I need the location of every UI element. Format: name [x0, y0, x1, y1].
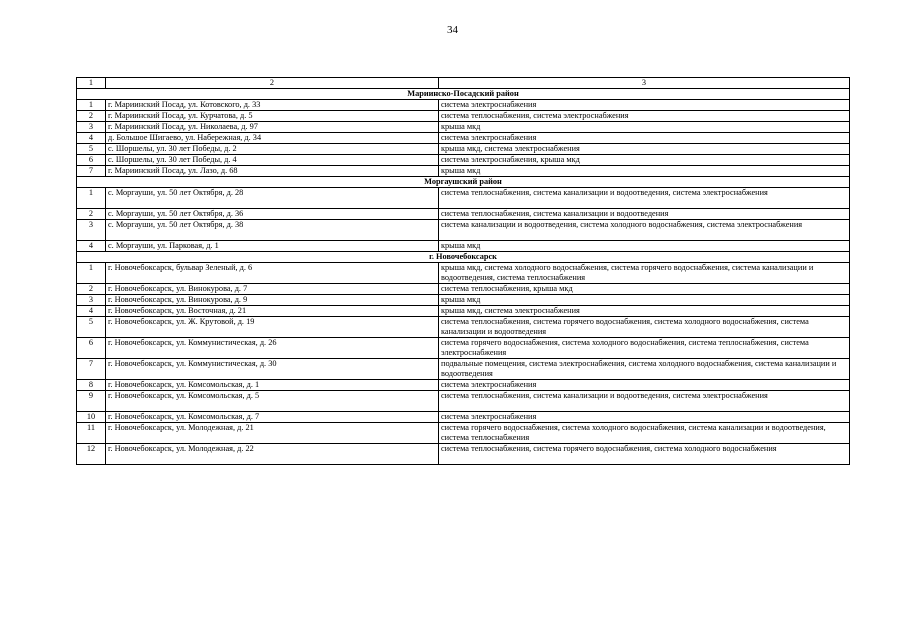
row-number-cell: 7 [77, 359, 106, 380]
table-row [77, 306, 850, 317]
column-number-header: 1 [77, 78, 106, 89]
table-row [77, 188, 850, 209]
address-cell: г. Новочебоксарск, ул. Винокурова, д. 7 [106, 284, 439, 295]
section-title: Мариинско-Посадский район [77, 89, 850, 100]
address-cell: г. Новочебоксарск, ул. Комсомольская, д. 1 [106, 380, 439, 391]
table-row [77, 359, 850, 380]
address-cell: г. Новочебоксарск, ул. Молодежная, д. 22 [106, 444, 439, 465]
systems-cell: система электроснабжения, крыша мкд [439, 155, 850, 166]
table-row [77, 263, 850, 284]
address-cell: г. Новочебоксарск, ул. Винокурова, д. 9 [106, 295, 439, 306]
row-number-cell: 12 [77, 444, 106, 465]
housing-repair-table [76, 77, 850, 465]
table-row [77, 209, 850, 220]
address-cell: с. Шоршелы, ул. 30 лет Победы, д. 4 [106, 155, 439, 166]
row-number-cell: 1 [77, 263, 106, 284]
address-cell: г. Новочебоксарск, ул. Молодежная, д. 21 [106, 423, 439, 444]
systems-cell: система электроснабжения [439, 133, 850, 144]
systems-cell: система электроснабжения [439, 100, 850, 111]
section-header-row [77, 252, 850, 263]
row-number-cell: 3 [77, 295, 106, 306]
table-row [77, 155, 850, 166]
row-number-cell: 5 [77, 317, 106, 338]
systems-cell: крыша мкд [439, 295, 850, 306]
row-number-cell: 1 [77, 100, 106, 111]
table-row [77, 166, 850, 177]
systems-cell: система горячего водоснабжения, система холодного водоснабжения, система теплоснабжения, система электроснабжения [439, 338, 850, 359]
systems-cell: система теплоснабжения, система канализации и водоотведения [439, 209, 850, 220]
row-number-cell: 2 [77, 284, 106, 295]
row-number-cell: 4 [77, 241, 106, 252]
row-number-cell: 8 [77, 380, 106, 391]
column-number-row [77, 78, 850, 89]
table-row [77, 220, 850, 241]
systems-cell: крыша мкд [439, 166, 850, 177]
systems-cell: система горячего водоснабжения, система холодного водоснабжения, система канализации и водоотведения, система теплоснабжения [439, 423, 850, 444]
address-cell: г. Новочебоксарск, ул. Комсомольская, д. 5 [106, 391, 439, 412]
systems-cell: система теплоснабжения, система канализации и водоотведения, система электроснабжения [439, 391, 850, 412]
address-cell: с. Моргауши, ул. Парковая, д. 1 [106, 241, 439, 252]
table-row [77, 423, 850, 444]
address-cell: г. Новочебоксарск, ул. Восточная, д. 21 [106, 306, 439, 317]
row-number-cell: 2 [77, 111, 106, 122]
table-row [77, 338, 850, 359]
row-number-cell: 2 [77, 209, 106, 220]
systems-cell: система теплоснабжения, система электроснабжения [439, 111, 850, 122]
row-number-cell: 3 [77, 220, 106, 241]
address-cell: с. Моргауши, ул. 50 лет Октября, д. 36 [106, 209, 439, 220]
address-cell: с. Моргауши, ул. 50 лет Октября, д. 38 [106, 220, 439, 241]
table-row [77, 111, 850, 122]
systems-cell: система теплоснабжения, система канализации и водоотведения, система электроснабжения [439, 188, 850, 209]
row-number-cell: 4 [77, 133, 106, 144]
column-number-header: 2 [106, 78, 439, 89]
row-number-cell: 11 [77, 423, 106, 444]
row-number-cell: 5 [77, 144, 106, 155]
address-cell: с. Шоршелы, ул. 30 лет Победы, д. 2 [106, 144, 439, 155]
table-row [77, 295, 850, 306]
page-number: 34 [447, 24, 458, 36]
table-row [77, 380, 850, 391]
row-number-cell: 9 [77, 391, 106, 412]
table-row [77, 100, 850, 111]
systems-cell: крыша мкд, система электроснабжения [439, 306, 850, 317]
section-header-row [77, 177, 850, 188]
section-title: г. Новочебоксарск [77, 252, 850, 263]
table-row [77, 122, 850, 133]
table-row [77, 444, 850, 465]
table-row [77, 133, 850, 144]
row-number-cell: 3 [77, 122, 106, 133]
systems-cell: система теплоснабжения, крыша мкд [439, 284, 850, 295]
address-cell: г. Новочебоксарск, ул. Коммунистическая, д. 30 [106, 359, 439, 380]
systems-cell: подвальные помещения, система электроснабжения, система холодного водоснабжения, система канализации и водоотведения [439, 359, 850, 380]
row-number-cell: 6 [77, 155, 106, 166]
systems-cell: система теплоснабжения, система горячего водоснабжения, система холодного водоснабжения [439, 444, 850, 465]
row-number-cell: 10 [77, 412, 106, 423]
address-cell: г. Новочебоксарск, ул. Коммунистическая, д. 26 [106, 338, 439, 359]
address-cell: г. Мариинский Посад, ул. Котовского, д. 33 [106, 100, 439, 111]
address-cell: г. Мариинский Посад, ул. Лазо, д. 68 [106, 166, 439, 177]
section-title: Моргаушский район [77, 177, 850, 188]
table-row [77, 317, 850, 338]
table-row [77, 284, 850, 295]
address-cell: г. Новочебоксарск, ул. Комсомольская, д. 7 [106, 412, 439, 423]
systems-cell: система теплоснабжения, система горячего водоснабжения, система холодного водоснабжения, система канализации и водоотведения [439, 317, 850, 338]
section-header-row [77, 89, 850, 100]
systems-cell: крыша мкд [439, 241, 850, 252]
row-number-cell: 7 [77, 166, 106, 177]
systems-cell: система электроснабжения [439, 412, 850, 423]
address-cell: г. Мариинский Посад, ул. Курчатова, д. 5 [106, 111, 439, 122]
address-cell: д. Большое Шигаево, ул. Набережная, д. 34 [106, 133, 439, 144]
row-number-cell: 4 [77, 306, 106, 317]
address-cell: с. Моргауши, ул. 50 лет Октября, д. 28 [106, 188, 439, 209]
row-number-cell: 1 [77, 188, 106, 209]
address-cell: г. Новочебоксарск, бульвар Зеленый, д. 6 [106, 263, 439, 284]
table-row [77, 144, 850, 155]
systems-cell: крыша мкд, система электроснабжения [439, 144, 850, 155]
systems-cell: система электроснабжения [439, 380, 850, 391]
row-number-cell: 6 [77, 338, 106, 359]
address-cell: г. Мариинский Посад, ул. Николаева, д. 97 [106, 122, 439, 133]
table-row [77, 241, 850, 252]
table-row [77, 391, 850, 412]
systems-cell: крыша мкд, система холодного водоснабжения, система горячего водоснабжения, система канализации и водоотведения, система теплоснабжения [439, 263, 850, 284]
address-cell: г. Новочебоксарск, ул. Ж. Крутовой, д. 19 [106, 317, 439, 338]
column-number-header: 3 [439, 78, 850, 89]
systems-cell: система канализации и водоотведения, система холодного водоснабжения, система электроснабжения [439, 220, 850, 241]
systems-cell: крыша мкд [439, 122, 850, 133]
table-row [77, 412, 850, 423]
